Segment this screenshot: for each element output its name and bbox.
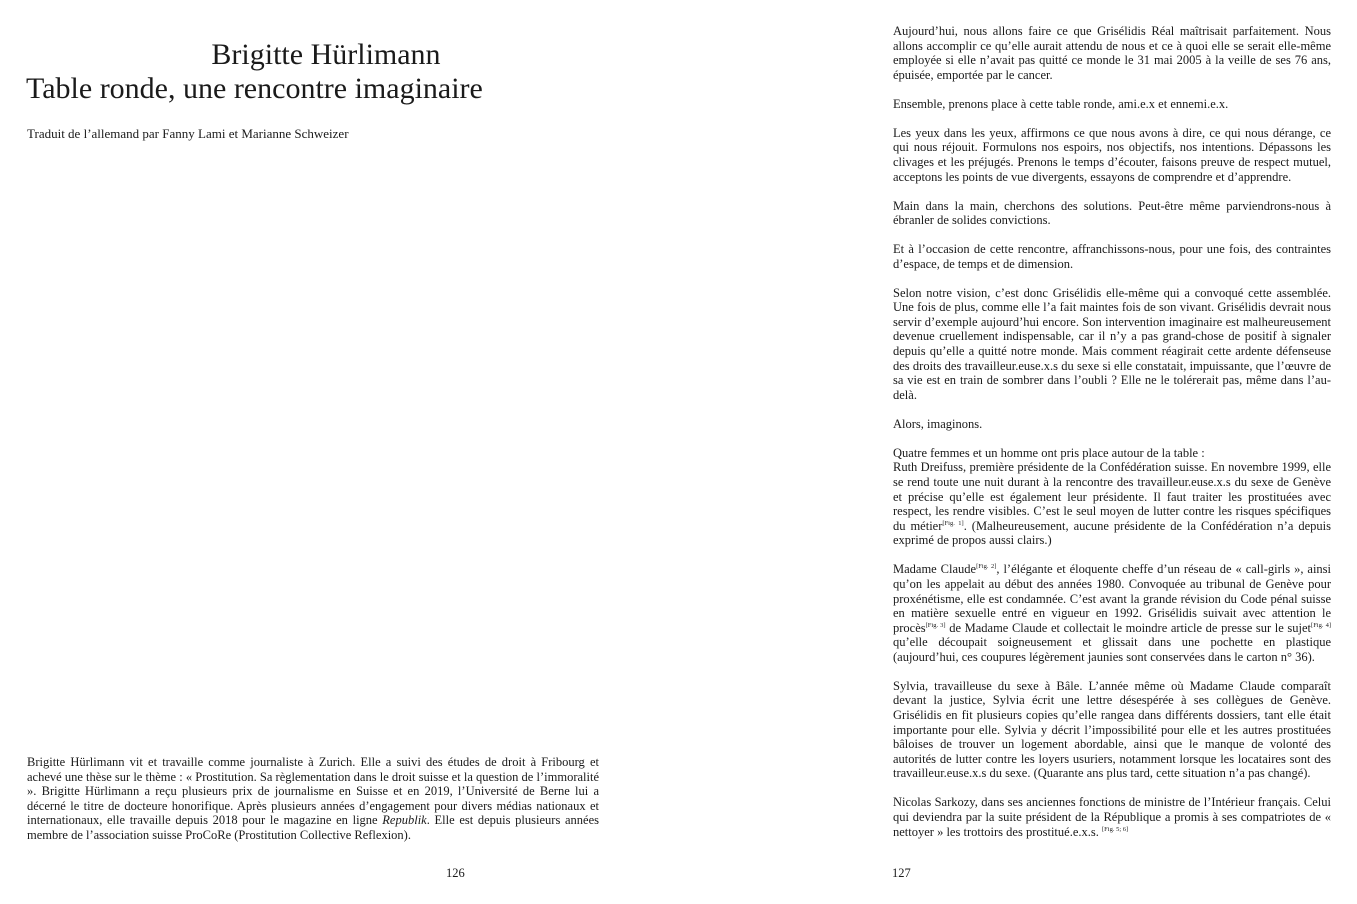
figure-ref-1: [Fig. 1] (942, 519, 964, 527)
participants-intro: Quatre femmes et un homme ont pris place autour de la table : (893, 445, 1205, 460)
page-number-left: 126 (446, 866, 465, 880)
right-page (678, 0, 1357, 904)
translator-credit: Traduit de l’allemand par Fanny Lami et Marianne Schweizer (27, 126, 349, 141)
claude-text-b: , l’élégante et éloquente cheffe d’un réseau de « call-girls », ainsi qu’on les appelait au début des années 1980. Convoquée au tribunal de Genève pour proxénétisme, elle est condamnée. C’est avant la grande révision du Code pénal suisse en matière sexuelle entré en vigueur en 1992. Grisélidis suivait avec attention le procès (893, 562, 1331, 635)
paragraph: Les yeux dans les yeux, affirmons ce que nous avons à dire, ce qui nous dérange, ce qui nous réjouit. Formulons nos espoirs, nos objectifs, nos intentions. Dépassons les clivages et les préjugés. Prenons le temps d’écouter, faisons preuve de respect mutuel, acceptons les points de vue divergents, essayons de comprendre et d’apprendre. (893, 125, 1331, 184)
title-text: Table ronde, une rencontre imaginaire (26, 72, 483, 106)
dreifuss-text-a: Ruth Dreifuss, première présidente de la Confédération suisse. En novembre 1999, elle se rend toute une nuit durant à la rencontre des travailleur.euse.x.s du sexe de Genève et précise qu’elle est également leur présidente. Il faut traiter les prostituées avec respect, les rendre visibles. C’est le seul moyen de lutter contre les risques spécifiques du métier (893, 460, 1331, 533)
bio-magazine: Republik (382, 813, 427, 828)
article-title (26, 38, 626, 106)
paragraph-dreifuss (893, 460, 1331, 548)
paragraph: Selon notre vision, c’est donc Grisélidis elle-même qui a convoqué cette assemblée. Une fois de plus, comme elle l’a fait maintes fois de son vivant. Grisélidis devrait nous servir d’exemple aujourd’hui encore. Son intervention imaginaire est malheureusement devenue cruellement indispensable, car il n’y a pas grand-chose de positif à signaler depuis qu’elle a quitté notre monde. Mais comment réagirait cette ardente défenseuse des droits des travailleur.euse.x.s du sexe si elle constatait, impuissante, que l’œuvre de sa vie est en train de sombrer dans l’oubli ? Elle ne le tolérerait pas, même dans l’au-delà. (893, 285, 1331, 402)
dreifuss-text-b: . (Malheureusement, aucune présidente de la Confédération n’a depuis exprimé de propos aussi clairs.) (893, 518, 1331, 548)
sarkozy-text: Nicolas Sarkozy, dans ses anciennes fonctions de ministre de l’Intérieur français. Celui qui deviendra par la suite président de la République a promis à ses compatriotes de « nettoyer » les trottoirs des prostitué.e.x.s. (893, 795, 1331, 839)
paragraph: Main dans la main, cherchons des solutions. Peut-être même parviendrons-nous à ébranler de solides convictions. (893, 198, 1331, 228)
figure-ref-2: [Fig. 2] (976, 563, 997, 571)
paragraph: Et à l’occasion de cette rencontre, affranchissons-nous, pour une fois, des contraintes d’espace, de temps et de dimension. (893, 242, 1331, 271)
body-text (893, 24, 1331, 854)
paragraph: Aujourd’hui, nous allons faire ce que Grisélidis Réal maîtrisait parfaitement. Nous allons accomplir ce qu’elle aurait attendu de nous et ce à quoi elle se serait elle-même employée si elle n’avait pas quitté ce monde le 31 mai 2005 à la veille de ses 76 ans, épuisée, emportée par le cancer. (893, 24, 1331, 82)
figure-ref-4: [Fig. 4] (1311, 621, 1332, 629)
paragraph: Ensemble, prenons place à cette table ronde, ami.e.x et ennemi.e.x. (893, 96, 1229, 111)
paragraph-claude (893, 562, 1331, 664)
bio-part-1: Brigitte Hürlimann vit et travaille comme journaliste à Zurich. Elle a suivi des études de droit à Fribourg et achevé une thèse sur le thème : « Prostitution. Sa règlementation dans le droit suisse et la question de l’immoralité ». Brigitte Hürlimann a reçu plusieurs prix de journalisme en Suisse et en 2019, l’Université de Berne lui a décerné le titre de docteure honorifique. Après plusieurs années d’engagement pour divers médias nationaux et internationaux, elle travaille depuis 2018 pour le magazine en ligne (27, 755, 599, 828)
claude-text-a: Madame Claude (893, 562, 977, 577)
left-page (0, 0, 678, 904)
author-name: Brigitte Hürlimann (211, 38, 441, 72)
page-number-right: 127 (892, 866, 911, 880)
paragraph: Alors, imaginons. (893, 416, 983, 431)
figure-ref-5-6: [Fig. 5; 6] (1102, 825, 1129, 833)
paragraph-sarkozy (893, 795, 1331, 839)
claude-text-d: qu’elle découpait soigneusement et glissait dans une pochette en plastique (aujourd’hui, ces coupures légèrement jaunies sont conservées dans le carton n° 36). (893, 635, 1331, 664)
claude-text-c: de Madame Claude et collectait le moindre article de presse sur le sujet (945, 620, 1312, 635)
author-bio (27, 755, 599, 843)
bio-part-2: . Elle est depuis plusieurs années membre de l’association suisse ProCoRe (Prostitution Collective Reflexion). (27, 813, 599, 842)
figure-ref-3: [Fig. 3] (925, 621, 946, 629)
paragraph-sylvia: Sylvia, travailleuse du sexe à Bâle. L’année même où Madame Claude comparaît devant la justice, Sylvia écrit une lettre désespérée à ses collègues de Genève. Grisélidis en fit plusieurs copies qu’elle rangea dans différents dossiers, tant elle était importante pour elle. Sylvia y décrit l’impossibilité pour elle et les autres prostituées bâloises de trouver un logement abordable, ainsi que le manque de volonté des autorités de lutter contre les loyers usuriers, notamment lorsque les locataires sont des travailleur.euse.x.s du sexe. (Quarante ans plus tard, cette situation n’a pas changé). (893, 678, 1331, 781)
